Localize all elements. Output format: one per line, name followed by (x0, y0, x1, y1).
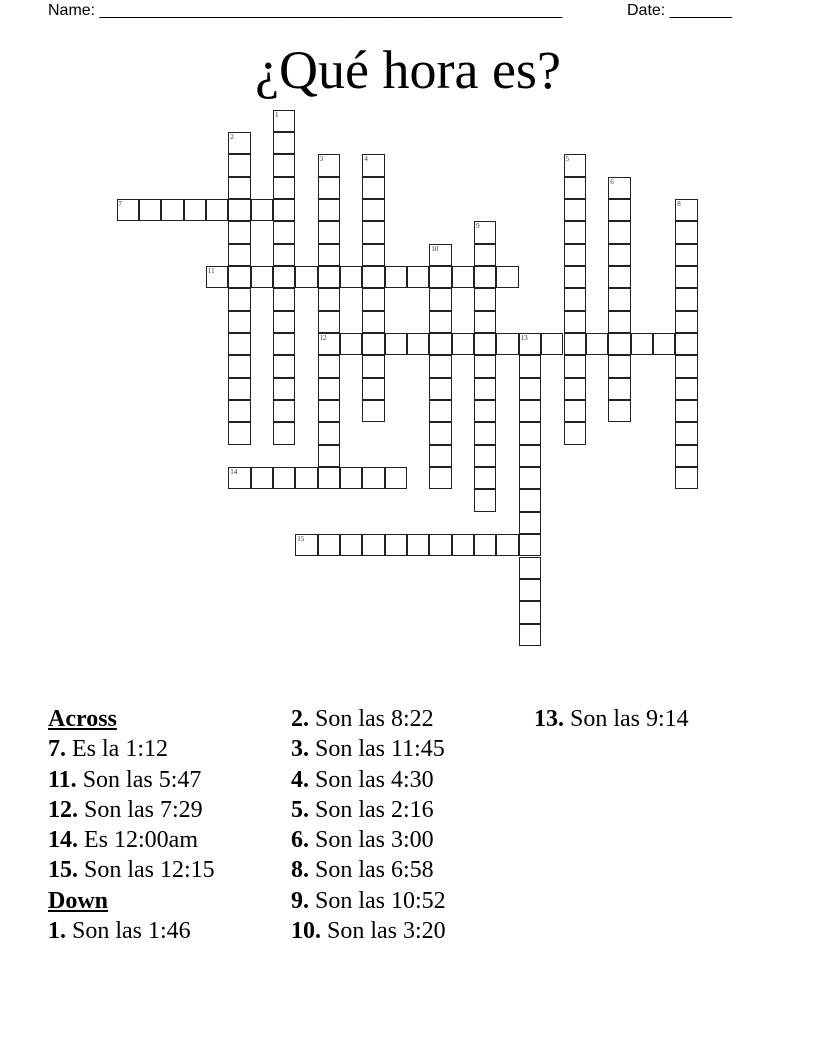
crossword-cell[interactable] (564, 154, 586, 176)
crossword-cell[interactable] (362, 221, 384, 243)
cell-number: 5 (565, 155, 569, 164)
clue-text: Son las 12:15 (78, 857, 215, 884)
crossword-cell[interactable] (564, 422, 586, 444)
cell-number: 11 (207, 266, 215, 275)
crossword-cell[interactable] (675, 333, 697, 355)
clue-number: 15. (48, 857, 78, 884)
crossword-cell[interactable] (608, 177, 630, 199)
crossword-cell[interactable] (675, 422, 697, 444)
crossword-cell[interactable] (139, 199, 161, 221)
clue-down-10 (291, 916, 446, 946)
crossword-cell[interactable] (318, 400, 340, 422)
crossword-cell[interactable] (675, 288, 697, 310)
clue-down-3 (291, 734, 446, 764)
clue-text: Son las 3:00 (309, 827, 434, 854)
crossword-cell[interactable] (251, 199, 273, 221)
crossword-cell[interactable] (273, 467, 295, 489)
clue-across-7 (48, 734, 215, 764)
crossword-cell[interactable] (295, 266, 317, 288)
crossword-cell[interactable] (429, 422, 451, 444)
crossword-cell[interactable] (362, 266, 384, 288)
crossword-cell[interactable] (228, 355, 250, 377)
crossword-cell[interactable] (519, 601, 541, 623)
clue-text: Son las 9:14 (564, 706, 689, 732)
crossword-cell[interactable] (385, 467, 407, 489)
clue-number: 4. (291, 766, 309, 793)
crossword-cell[interactable] (496, 266, 518, 288)
cell-number: 10 (431, 244, 439, 253)
crossword-cell[interactable] (228, 288, 250, 310)
clue-across-12 (48, 795, 215, 825)
clue-text: Son las 1:46 (66, 918, 191, 945)
crossword-cell[interactable] (385, 534, 407, 556)
crossword-cell[interactable] (429, 333, 451, 355)
crossword-cell[interactable] (228, 221, 250, 243)
cell-number: 12 (319, 334, 327, 342)
cell-number: 6 (610, 177, 614, 186)
crossword-cell[interactable] (273, 199, 295, 221)
cell-number: 4 (364, 155, 368, 164)
crossword-cell[interactable] (429, 378, 451, 400)
crossword-cell[interactable] (228, 199, 250, 221)
crossword-cell[interactable] (362, 199, 384, 221)
crossword-cell[interactable] (362, 534, 384, 556)
crossword-cell[interactable] (318, 154, 340, 176)
crossword-cell[interactable] (675, 244, 697, 266)
crossword-cell[interactable] (519, 445, 541, 467)
crossword-cell[interactable] (228, 266, 250, 288)
clue-number: 11. (48, 766, 77, 793)
crossword-cell[interactable] (675, 199, 697, 221)
crossword-cell[interactable] (474, 445, 496, 467)
crossword-cell[interactable] (362, 333, 384, 355)
clue-number: 8. (291, 857, 309, 884)
page-title: ¿Qué hora es? (255, 40, 561, 100)
crossword-cell[interactable] (675, 221, 697, 243)
clue-down-2 (291, 704, 446, 734)
crossword-cell[interactable] (564, 244, 586, 266)
crossword-cell[interactable] (228, 311, 250, 333)
crossword-cell[interactable] (318, 422, 340, 444)
crossword-cell[interactable] (519, 422, 541, 444)
crossword-cell[interactable] (228, 422, 250, 444)
clue-down-13 (534, 704, 689, 734)
crossword-cell[interactable] (564, 355, 586, 377)
crossword-cell[interactable] (228, 132, 250, 154)
crossword-cell[interactable] (474, 288, 496, 310)
crossword-cell[interactable] (564, 199, 586, 221)
crossword-cell[interactable] (474, 333, 496, 355)
crossword-cell[interactable] (519, 333, 541, 355)
clue-text: Son las 7:29 (78, 796, 203, 823)
clue-down-9 (291, 886, 446, 916)
crossword-cell[interactable] (318, 288, 340, 310)
name-field[interactable]: Name: ____________________________________________________ (48, 2, 563, 19)
clue-down-6 (291, 825, 446, 855)
clue-number: 6. (291, 827, 309, 854)
crossword-cell[interactable] (407, 266, 429, 288)
crossword-cell[interactable] (452, 534, 474, 556)
clue-text: Son las 3:20 (321, 918, 446, 945)
crossword-cell[interactable] (385, 333, 407, 355)
crossword-cell[interactable] (496, 333, 518, 355)
crossword-cell[interactable] (564, 221, 586, 243)
crossword-cell[interactable] (608, 244, 630, 266)
crossword-cell[interactable] (519, 355, 541, 377)
crossword-cell[interactable] (675, 266, 697, 288)
crossword-cell[interactable] (362, 288, 384, 310)
crossword-cell[interactable] (228, 154, 250, 176)
crossword-cell[interactable] (586, 333, 608, 355)
crossword-cell[interactable] (564, 378, 586, 400)
cell-number: 7 (118, 199, 122, 208)
crossword-cell[interactable] (452, 333, 474, 355)
across-heading: Across (48, 706, 117, 732)
crossword-cell[interactable] (273, 400, 295, 422)
clue-number: 10. (291, 918, 321, 945)
crossword-cell[interactable] (608, 288, 630, 310)
clue-text: Son las 10:52 (309, 887, 446, 914)
crossword-cell[interactable] (228, 378, 250, 400)
crossword-cell[interactable] (496, 534, 518, 556)
cell-number: 1 (274, 110, 279, 119)
crossword-cell[interactable] (228, 333, 250, 355)
crossword-cell[interactable] (631, 333, 653, 355)
clue-text: Son las 8:22 (309, 706, 434, 732)
crossword-cell[interactable] (251, 467, 273, 489)
crossword-cell[interactable] (318, 378, 340, 400)
crossword-cell[interactable] (318, 221, 340, 243)
crossword-cell[interactable] (318, 244, 340, 266)
crossword-cell[interactable] (564, 400, 586, 422)
crossword-cell[interactable] (608, 400, 630, 422)
crossword-cell[interactable] (608, 266, 630, 288)
down-heading: Down (48, 887, 109, 914)
crossword-cell[interactable] (429, 311, 451, 333)
crossword-cell[interactable] (362, 177, 384, 199)
clue-across-11 (48, 765, 215, 795)
crossword-cell[interactable] (161, 199, 183, 221)
cell-number: 9 (476, 222, 480, 231)
crossword-cell[interactable] (117, 199, 139, 221)
crossword-cell[interactable] (564, 177, 586, 199)
crossword-cell[interactable] (429, 467, 451, 489)
crossword-cell[interactable] (519, 624, 541, 646)
clue-number: 2. (291, 706, 309, 732)
cell-number: 13 (520, 334, 528, 342)
clue-down-5 (291, 795, 446, 825)
cell-number: 15 (297, 535, 305, 544)
cell-number: 2 (230, 132, 234, 141)
crossword-cell[interactable] (452, 266, 474, 288)
crossword-cell[interactable] (295, 467, 317, 489)
clue-text: Son las 6:58 (309, 857, 434, 884)
cell-number: 3 (319, 155, 324, 164)
crossword-cell[interactable] (474, 355, 496, 377)
crossword-cell[interactable] (273, 110, 295, 132)
clue-across-15 (48, 855, 215, 885)
crossword-cell[interactable] (273, 378, 295, 400)
crossword-cell[interactable] (362, 378, 384, 400)
crossword-cell[interactable] (608, 333, 630, 355)
clue-number: 3. (291, 736, 309, 763)
crossword-cell[interactable] (429, 288, 451, 310)
crossword-cell[interactable] (474, 378, 496, 400)
crossword-cell[interactable] (407, 534, 429, 556)
crossword-cell[interactable] (273, 311, 295, 333)
crossword-cell[interactable] (429, 355, 451, 377)
crossword-cell[interactable] (474, 221, 496, 243)
clue-number: 12. (48, 796, 78, 823)
clue-number: 7. (48, 736, 66, 763)
crossword-cell[interactable] (362, 311, 384, 333)
clue-text: Es 12:00am (78, 827, 198, 854)
crossword-cell[interactable] (228, 177, 250, 199)
clue-text: Son las 5:47 (76, 766, 202, 793)
crossword-cell[interactable] (519, 512, 541, 534)
crossword-cell[interactable] (206, 199, 228, 221)
clue-across-14 (48, 825, 215, 855)
crossword-cell[interactable] (429, 244, 451, 266)
crossword-cell[interactable] (273, 244, 295, 266)
crossword-cell[interactable] (362, 154, 384, 176)
cell-number: 8 (677, 199, 681, 208)
crossword-cell[interactable] (295, 534, 317, 556)
crossword-cell[interactable] (675, 378, 697, 400)
crossword-cell[interactable] (675, 355, 697, 377)
crossword-cell[interactable] (273, 221, 295, 243)
crossword-cell[interactable] (318, 266, 340, 288)
crossword-cell[interactable] (608, 311, 630, 333)
clue-number: 14. (48, 827, 78, 854)
clue-text: Son las 11:45 (309, 736, 445, 763)
crossword-cell[interactable] (228, 400, 250, 422)
crossword-cell[interactable] (608, 355, 630, 377)
crossword-cell[interactable] (273, 132, 295, 154)
crossword-cell[interactable] (228, 244, 250, 266)
crossword-cell[interactable] (273, 154, 295, 176)
crossword-cell[interactable] (429, 266, 451, 288)
crossword-cell[interactable] (318, 355, 340, 377)
clue-text: Es la 1:12 (66, 736, 168, 763)
crossword-cell[interactable] (653, 333, 675, 355)
crossword-cell[interactable] (385, 266, 407, 288)
crossword-cell[interactable] (474, 400, 496, 422)
crossword-cell[interactable] (429, 400, 451, 422)
crossword-cell[interactable] (273, 288, 295, 310)
date-field[interactable]: Date: _______ (627, 2, 732, 19)
crossword-cell[interactable] (519, 534, 541, 556)
crossword-cell[interactable] (318, 177, 340, 199)
crossword-cell[interactable] (675, 311, 697, 333)
clue-text: Son las 2:16 (309, 796, 434, 823)
crossword-cell[interactable] (474, 311, 496, 333)
crossword-cell[interactable] (318, 333, 340, 355)
crossword-cell[interactable] (519, 400, 541, 422)
crossword-cell[interactable] (429, 534, 451, 556)
crossword-cell[interactable] (340, 266, 362, 288)
crossword-cell[interactable] (206, 266, 228, 288)
crossword-cell[interactable] (184, 199, 206, 221)
clue-down-1 (48, 916, 215, 946)
crossword-cell[interactable] (340, 333, 362, 355)
crossword-cell[interactable] (273, 266, 295, 288)
crossword-cell[interactable] (519, 378, 541, 400)
crossword-cell[interactable] (675, 467, 697, 489)
crossword-cell[interactable] (474, 422, 496, 444)
crossword-cell[interactable] (519, 467, 541, 489)
crossword-cell[interactable] (273, 355, 295, 377)
crossword-cell[interactable] (675, 400, 697, 422)
clue-down-8 (291, 855, 446, 885)
clue-column-1 (48, 704, 215, 946)
crossword-cell[interactable] (340, 534, 362, 556)
crossword-cell[interactable] (251, 266, 273, 288)
clue-number: 5. (291, 796, 309, 823)
crossword-cell[interactable] (564, 311, 586, 333)
crossword-cell[interactable] (429, 445, 451, 467)
crossword-cell[interactable] (474, 489, 496, 511)
crossword-cell[interactable] (362, 355, 384, 377)
clue-number: 1. (48, 918, 66, 945)
crossword-cell[interactable] (273, 333, 295, 355)
crossword-cell[interactable] (608, 199, 630, 221)
clue-number: 13. (534, 706, 564, 732)
crossword-cell[interactable] (318, 534, 340, 556)
crossword-cell[interactable] (340, 467, 362, 489)
crossword-cell[interactable] (362, 244, 384, 266)
clue-number: 9. (291, 887, 309, 914)
crossword-cell[interactable] (273, 177, 295, 199)
crossword-cell[interactable] (474, 244, 496, 266)
crossword-cell[interactable] (474, 266, 496, 288)
crossword-cell[interactable] (608, 378, 630, 400)
crossword-cell[interactable] (675, 445, 697, 467)
crossword-cell[interactable] (318, 199, 340, 221)
crossword-cell[interactable] (519, 557, 541, 579)
crossword-cell[interactable] (519, 579, 541, 601)
crossword-cell[interactable] (273, 422, 295, 444)
clue-column-2 (291, 704, 446, 946)
crossword-cell[interactable] (564, 266, 586, 288)
crossword-cell[interactable] (362, 400, 384, 422)
clue-down-4 (291, 765, 446, 795)
clue-text: Son las 4:30 (309, 766, 434, 793)
clue-column-3 (534, 704, 689, 734)
crossword-cell[interactable] (407, 333, 429, 355)
crossword-cell[interactable] (228, 467, 250, 489)
crossword-cell[interactable] (362, 467, 384, 489)
crossword-cell[interactable] (519, 489, 541, 511)
crossword-cell[interactable] (564, 333, 586, 355)
cell-number: 14 (230, 468, 238, 477)
crossword-cell[interactable] (608, 221, 630, 243)
crossword-cell[interactable] (474, 467, 496, 489)
crossword-cell[interactable] (541, 333, 563, 355)
crossword-cell[interactable] (318, 445, 340, 467)
crossword-cell[interactable] (318, 311, 340, 333)
crossword-cell[interactable] (564, 288, 586, 310)
crossword-cell[interactable] (318, 467, 340, 489)
crossword-cell[interactable] (474, 534, 496, 556)
